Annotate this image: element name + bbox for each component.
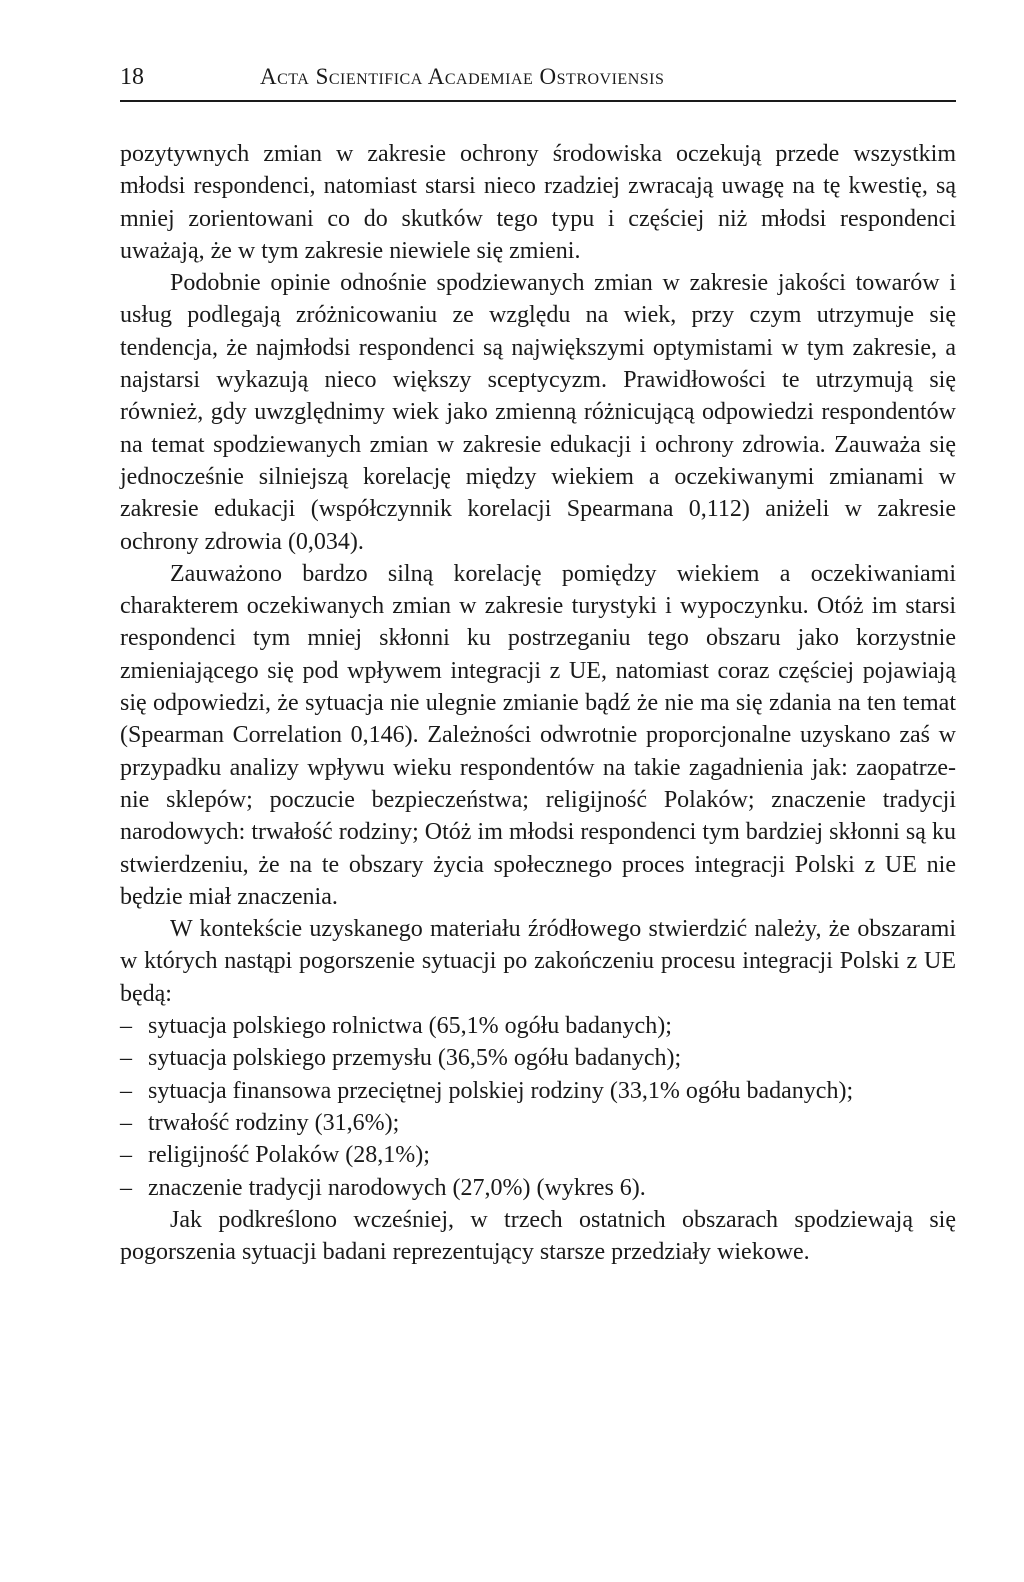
- deterioration-list: [120, 1010, 956, 1204]
- list-item-text: sytuacja polskiego rolnictwa (65,1% ogółu badanych);: [148, 1013, 672, 1040]
- closing-paragraph: Jak podkreślono wcześniej, w trzech ostatnich obszarach spodziewają się pogorszenia sytuacji badani reprezentujący starsze przedziały wiekowe.: [120, 1206, 956, 1266]
- paragraph: Podobnie opinie odnośnie spodziewanych zmian w zakresie jakości towarów i usług podlegają zróżnicowaniu ze względu na wiek, przy czym utrzymuje się tendencja, że najmłodsi respondenci są największymi optymistami w tym zakresie, a najstarsi wykazują nieco większy sceptycyzm. Prawidłowości te utrzymują się również, gdy uwzględnimy wiek jako zmienną różnicującą odpowiedzi respondentów na temat spodziewanych zmian w zakresie edukacji i ochrony zdrowia. Zauważa się jednocześnie silniejszą korelację między wiekiem a oczekiwanymi zmianami w zakresie edukacji (współczynnik korelacji Spearmana 0,112) aniżeli w zakresie ochrony zdrowia (0,034).: [120, 270, 956, 555]
- list-item: [120, 1010, 956, 1042]
- list-dash: –: [120, 1142, 132, 1169]
- list-item-text: sytuacja finansowa przeciętnej polskiej rodziny (33,1% ogółu badanych);: [148, 1077, 854, 1104]
- paragraph: W kontekście uzyskanego materiału źródłowego stwierdzić należy, że obszarami w których nastąpi pogorszenie sytuacji po zakończeniu procesu integracji Polski z UE będą:: [120, 916, 956, 1007]
- paragraph: pozytywnych zmian w zakresie ochrony środowiska oczekują przede wszystkim młodsi respondenci, natomiast starsi nieco rzadziej zwracają uwagę na tę kwestię, są mniej zorientowani co do skutków tego typu i częściej niż młodsi respondenci uważają, że w tym zakresie niewiele się zmieni.: [120, 141, 956, 264]
- list-item-text: religijność Polaków (28,1%);: [148, 1142, 430, 1169]
- page: [120, 60, 956, 1268]
- list-dash: –: [120, 1077, 132, 1104]
- list-item: [120, 1107, 956, 1139]
- list-item: [120, 1139, 956, 1171]
- list-item-text: sytuacja polskiego przemysłu (36,5% ogółu badanych);: [148, 1045, 682, 1072]
- paragraph: Zauważono bardzo silną korelację pomiędzy wiekiem a oczekiwaniami charakterem oczekiwanych zmian w zakresie turystyki i wypoczynku. Otóż im starsi respondenci tym mniej skłonni ku postrzeganiu tego obszaru jako korzystnie zmieniającego się pod wpływem integracji z UE, natomiast coraz częściej pojawiają się odpowiedzi, że sytuacja nie ulegnie zmianie bądź że nie ma się zdania na ten temat (Spearman Correlation 0,146). Zależności odwrotnie proporcjonalne uzyskano zaś w przypadku analizy wpływu wieku respondentów na takie zagadnienia jak: zaopatrzenie sklepów; poczucie bezpieczeństwa; religijność Polaków; znaczenie tradycji narodowych: trwałość rodziny; Otóż im młodsi respondenci tym bardziej skłonni są ku stwierdzeniu, że na te obszary życia społecznego proces integracji Polski z UE nie będzie miał znaczenia.: [120, 560, 956, 910]
- list-item-text: trwałość rodziny (31,6%);: [148, 1109, 400, 1136]
- body-text: [120, 138, 956, 1268]
- list-dash: –: [120, 1109, 132, 1136]
- list-item-text: znaczenie tradycji narodowych (27,0%) (wykres 6).: [148, 1174, 646, 1201]
- list-item: [120, 1042, 956, 1074]
- list-item: [120, 1172, 956, 1204]
- journal-title: Acta Scientifica Academiae Ostroviensis: [260, 64, 665, 89]
- list-item: [120, 1075, 956, 1107]
- page-number: 18: [120, 64, 144, 90]
- list-dash: –: [120, 1174, 132, 1201]
- running-head: [120, 60, 956, 102]
- list-dash: –: [120, 1045, 132, 1072]
- list-dash: –: [120, 1013, 132, 1040]
